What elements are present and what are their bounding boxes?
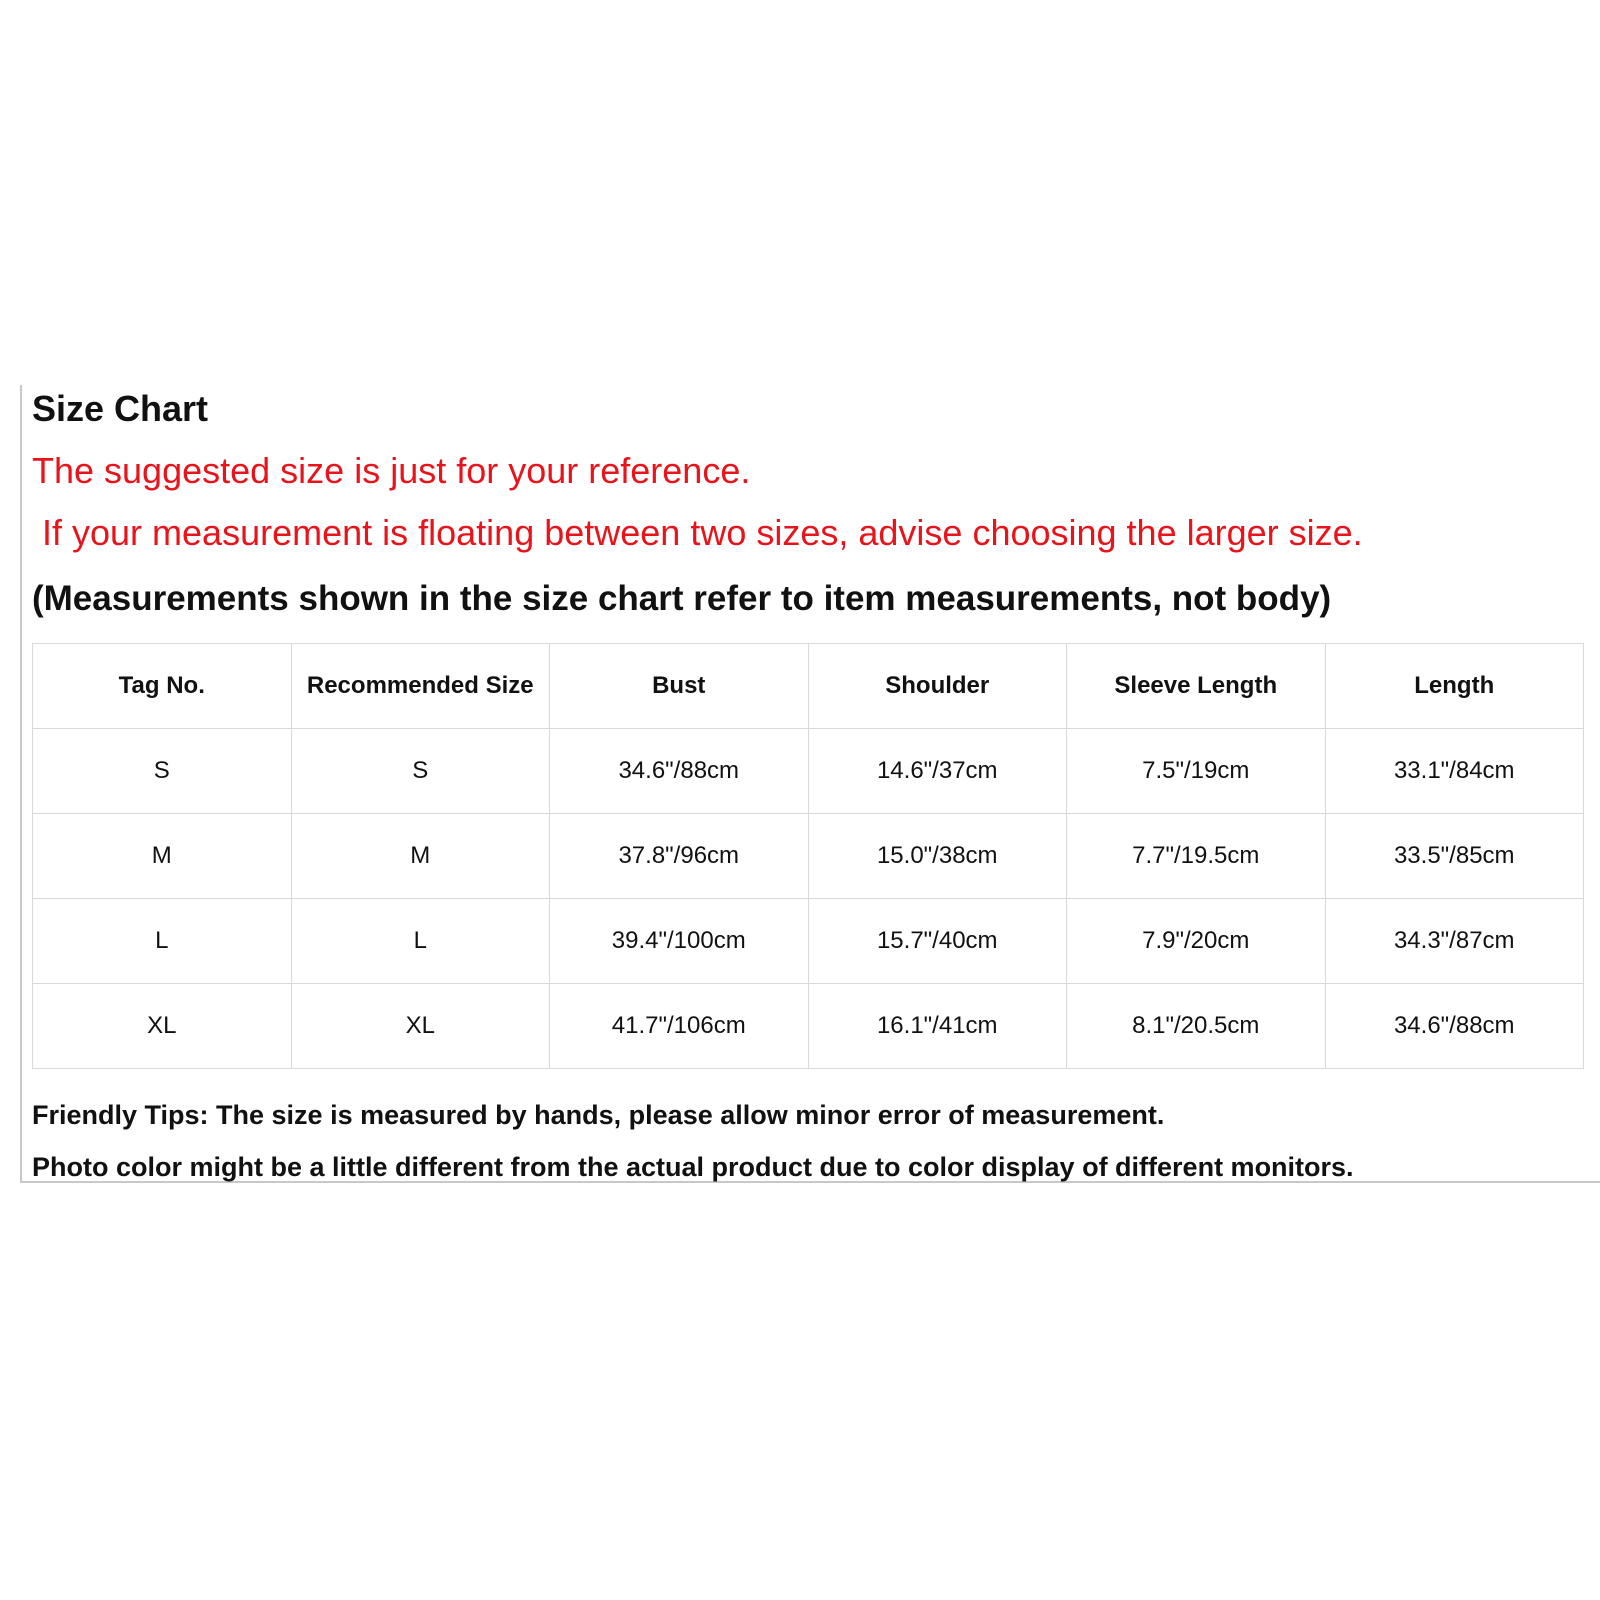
size-table [32, 643, 1584, 1069]
header-shoulder: Shoulder [808, 644, 1067, 729]
cell-shoulder: 15.7"/40cm [808, 899, 1067, 984]
cell-length: 33.5"/85cm [1325, 814, 1584, 899]
header-tag-no: Tag No. [33, 644, 292, 729]
cell-bust: 39.4"/100cm [550, 899, 809, 984]
cell-recommended-size: S [291, 729, 550, 814]
photo-color-tip: Photo color might be a little different from the actual product due to color display of different monitors. [32, 1152, 1354, 1182]
cell-recommended-size: M [291, 814, 550, 899]
cell-sleeve-length: 7.9"/20cm [1067, 899, 1326, 984]
cell-bust: 37.8"/96cm [550, 814, 809, 899]
cell-shoulder: 15.0"/38cm [808, 814, 1067, 899]
cell-bust: 41.7"/106cm [550, 984, 809, 1069]
cell-recommended-size: XL [291, 984, 550, 1069]
cell-length: 34.3"/87cm [1325, 899, 1584, 984]
cell-tag-no: XL [33, 984, 292, 1069]
table-row [33, 729, 1584, 814]
cell-bust: 34.6"/88cm [550, 729, 809, 814]
table-row [33, 984, 1584, 1069]
cell-sleeve-length: 8.1"/20.5cm [1067, 984, 1326, 1069]
cell-length: 33.1"/84cm [1325, 729, 1584, 814]
cell-shoulder: 14.6"/37cm [808, 729, 1067, 814]
reference-note: The suggested size is just for your reference. [32, 450, 751, 491]
table-row [33, 899, 1584, 984]
cell-tag-no: L [33, 899, 292, 984]
cell-shoulder: 16.1"/41cm [808, 984, 1067, 1069]
friendly-tip: Friendly Tips: The size is measured by hands, please allow minor error of measurement. [32, 1100, 1165, 1130]
cell-length: 34.6"/88cm [1325, 984, 1584, 1069]
table-header-row [33, 644, 1584, 729]
cell-recommended-size: L [291, 899, 550, 984]
page-title: Size Chart [32, 388, 209, 429]
measurement-note: (Measurements shown in the size chart refer to item measurements, not body) [32, 579, 1332, 618]
table-row [33, 814, 1584, 899]
size-advice-note: If your measurement is floating between two sizes, advise choosing the larger size. [42, 512, 1363, 553]
size-chart-panel [20, 385, 1600, 1183]
header-length: Length [1325, 644, 1584, 729]
cell-tag-no: S [33, 729, 292, 814]
cell-sleeve-length: 7.7"/19.5cm [1067, 814, 1326, 899]
cell-sleeve-length: 7.5"/19cm [1067, 729, 1326, 814]
cell-tag-no: M [33, 814, 292, 899]
header-recommended-size: Recommended Size [291, 644, 550, 729]
header-sleeve-length: Sleeve Length [1067, 644, 1326, 729]
header-bust: Bust [550, 644, 809, 729]
